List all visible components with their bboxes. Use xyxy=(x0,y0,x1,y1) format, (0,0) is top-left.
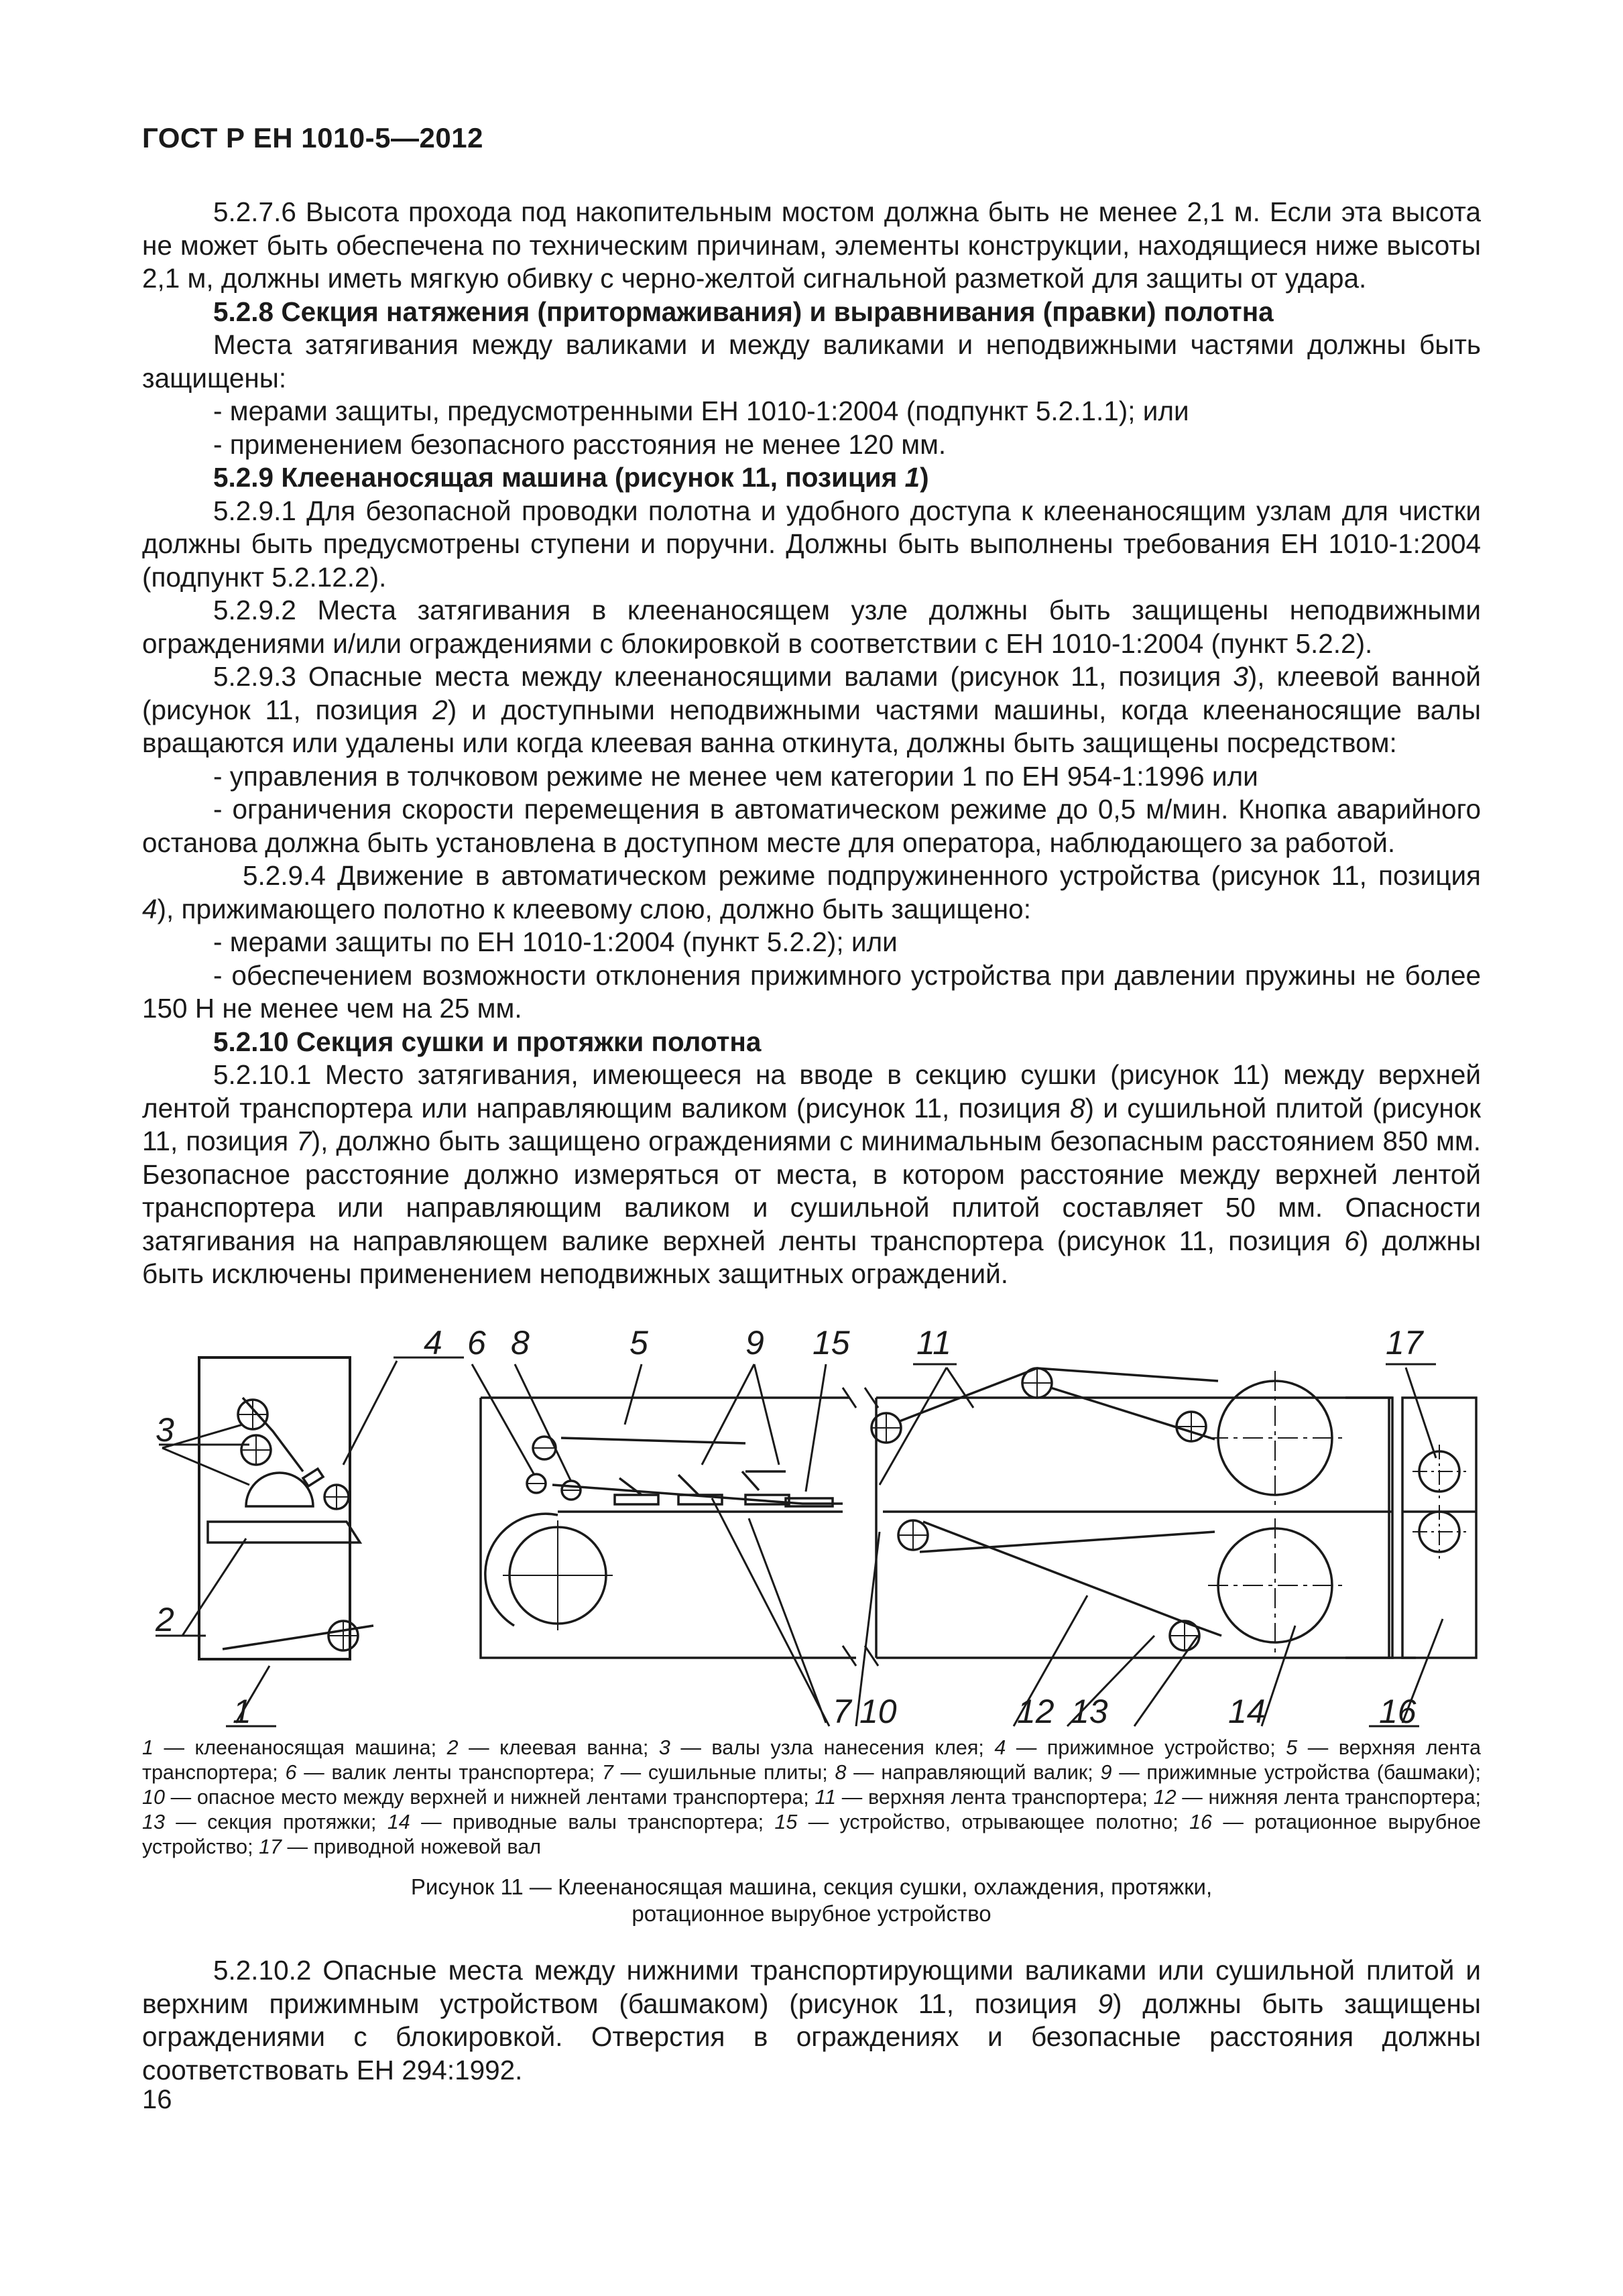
figure-legend xyxy=(142,1736,1481,1860)
page-number: 16 xyxy=(142,2085,172,2114)
legend-text: — верхняя лента транспортера; xyxy=(142,1736,1481,1784)
legend-number: 7 xyxy=(601,1761,613,1784)
legend-number: 17 xyxy=(259,1835,282,1858)
paragraph xyxy=(142,495,1481,595)
paragraph xyxy=(142,1954,1481,2087)
text-run: ) и доступными неподвижными частями машины, когда клеенаносящие валы вращаются или удалены или когда клеевая ванна откинута, должны быть защищены посредством: xyxy=(142,694,1481,758)
label-3: 3 xyxy=(156,1411,174,1449)
text-run: 5.2.9.1 Для безопасной проводки полотна и удобного доступа к клеенаносящим узлам для чистки должны быть предусмотрены ступени и поручни. Должны быть выполнены требования ЕН 1010-1:2004 (подпункт 5.2.12.2). xyxy=(142,495,1481,593)
text-run: - управления в толчковом режиме не менее чем категории 1 по ЕН 954-1:1996 или xyxy=(213,760,1258,792)
legend-text: — сушильные плиты; xyxy=(613,1761,835,1784)
paragraph xyxy=(142,328,1481,395)
paragraph xyxy=(142,428,1481,462)
label-1: 1 xyxy=(233,1693,251,1730)
text-run: ) должны быть исключены применением неподвижных защитных ограждений. xyxy=(142,1225,1481,1289)
legend-number: 8 xyxy=(835,1761,847,1784)
label-5: 5 xyxy=(629,1331,648,1362)
text-run: ) xyxy=(920,462,929,493)
legend-number: 10 xyxy=(142,1786,165,1809)
legend-number: 1 xyxy=(142,1736,154,1759)
text-run: 5.2.8 Секция натяжения (притормаживания) и выравнивания (правки) полотна xyxy=(213,296,1274,327)
figure-caption xyxy=(142,1874,1481,1927)
text-run: ) должны быть защищены ограждениями с блокировкой. Отверстия в ограждениях и безопасные расстояния должны соответствовать ЕН 294:1992. xyxy=(142,1988,1481,2086)
text-run: - обеспечением возможности отклонения прижимного устройства при давлении пружины не более 150 Н не менее чем на 25 мм. xyxy=(142,959,1481,1024)
label-11: 11 xyxy=(916,1331,951,1362)
paragraph xyxy=(142,926,1481,959)
text-run: ), прижимающего полотно к клеевому слою, должно быть защищено: xyxy=(157,893,1031,924)
paragraph xyxy=(142,461,1481,495)
caption-line-2: ротационное вырубное устройство xyxy=(632,1901,991,1926)
paragraph xyxy=(142,959,1481,1026)
legend-text: — направляющий валик; xyxy=(846,1761,1101,1784)
paragraph xyxy=(142,296,1481,329)
legend-text: — устройство, отрывающее полотно; xyxy=(797,1811,1190,1833)
legend-number: 16 xyxy=(1189,1811,1212,1833)
paragraph xyxy=(142,859,1481,926)
text-run: ), клеевой ванной (рисунок 11, позиция xyxy=(142,661,1481,725)
text-run: - мерами защиты, предусмотренными ЕН 1010-1:2004 (подпункт 5.2.1.1); или xyxy=(213,396,1189,426)
label-10: 10 xyxy=(859,1693,897,1730)
text-run: ) и сушильной плитой (рисунок 11, позиция xyxy=(142,1092,1481,1156)
text-run: 1 xyxy=(904,462,920,493)
legend-text: — нижняя лента транспортера; xyxy=(1176,1786,1481,1809)
legend-number: 5 xyxy=(1286,1736,1298,1759)
text-run: Места затягивания между валиками и между валиками и неподвижными частями должны быть защищены: xyxy=(142,329,1481,394)
text-run: ), должно быть защищено ограждениями с минимальным безопасным расстоянием 850 мм. Безопасное расстояние должно измеряться от места, в котором расстояние между верхней лентой транспортера или направляющим валиком и сушильной плитой составляет 50 мм. Опасности затягивания на направляющем валике верхней ленты транспортера (рисунок 11, позиция xyxy=(142,1126,1481,1256)
text-run: 9 xyxy=(1097,1988,1113,2019)
text-run: 3 xyxy=(1233,661,1248,692)
label-17: 17 xyxy=(1386,1331,1423,1362)
text-run: 5.2.9 Клеенаносящая машина (рисунок 11, позиция xyxy=(213,462,905,493)
text-run: 4 xyxy=(142,893,158,924)
legend-text: — прижимные устройства (башмаки); xyxy=(1111,1761,1481,1784)
text-run: 2 xyxy=(432,694,448,725)
figure-11 xyxy=(142,1331,1483,1733)
legend-number: 11 xyxy=(815,1786,837,1809)
text-run: - применением безопасного расстояния не менее 120 мм. xyxy=(213,428,947,460)
legend-number: 14 xyxy=(387,1811,410,1833)
text-run: 5.2.7.6 Высота прохода под накопительным мостом должна быть не менее 2,1 м. Если эта высота не может быть обеспечена по техническим причинам, элементы конструкции, находящиеся ниже высоты 2,1 м, должны иметь мягкую обивку с черно-желтой сигнальной разметкой для защиты от удара. xyxy=(142,196,1481,294)
label-6: 6 xyxy=(467,1331,486,1362)
text-run: - мерами защиты по ЕН 1010-1:2004 (пункт 5.2.2); или xyxy=(213,926,898,957)
label-8: 8 xyxy=(511,1331,530,1362)
legend-number: 6 xyxy=(285,1761,297,1784)
legend-number: 9 xyxy=(1100,1761,1112,1784)
legend-text: — клеенаносящая машина; xyxy=(153,1736,447,1759)
label-9: 9 xyxy=(745,1331,764,1362)
body-text xyxy=(142,196,1481,1291)
legend-text: — секция протяжки; xyxy=(164,1811,387,1833)
legend-text: — опасное место между верхней и нижней лентами транспортера; xyxy=(164,1786,815,1809)
body-text-after-figure xyxy=(142,1954,1481,2087)
label-4: 4 xyxy=(424,1331,442,1362)
paragraph xyxy=(142,660,1481,760)
text-run: 5.2.10.2 Опасные места между нижними транспортирующими валиками или сушильной плитой и верхним прижимным устройством (башмаком) (рисунок 11, позиция xyxy=(142,1955,1481,2019)
legend-text: — приводной ножевой вал xyxy=(282,1835,542,1858)
label-14: 14 xyxy=(1228,1693,1266,1730)
label-12: 12 xyxy=(1017,1693,1055,1730)
text-run: 5.2.9.3 Опасные места между клеенаносящими валами (рисунок 11, позиция xyxy=(213,661,1234,692)
legend-text: — приводные валы транспортера; xyxy=(410,1811,775,1833)
text-run: 5.2.9.4 Движение в автоматическом режиме подпружиненного устройства (рисунок 11, позиция xyxy=(243,860,1481,891)
text-run: 5.2.9.2 Места затягивания в клеенаносящем узле должны быть защищены неподвижными ограждениями и/или ограждениями с блокировкой в соответствии с ЕН 1010-1:2004 (пункт 5.2.2). xyxy=(142,595,1481,659)
label-16: 16 xyxy=(1379,1693,1417,1730)
document-header: ГОСТ Р ЕН 1010-5—2012 xyxy=(142,122,483,154)
label-2: 2 xyxy=(156,1601,174,1638)
legend-text: — клеевая ванна; xyxy=(458,1736,659,1759)
machine-diagram xyxy=(142,1331,1483,1733)
paragraph xyxy=(142,1026,1481,1059)
paragraph xyxy=(142,196,1481,296)
legend-number: 12 xyxy=(1153,1786,1177,1809)
text-run: 8 xyxy=(1069,1092,1085,1124)
paragraph xyxy=(142,760,1481,794)
legend-text: — прижимное устройство; xyxy=(1006,1736,1286,1759)
legend-number: 15 xyxy=(774,1811,798,1833)
text-run: 6 xyxy=(1344,1225,1360,1256)
paragraph xyxy=(142,395,1481,428)
legend-text: — валик ленты транспортера; xyxy=(296,1761,602,1784)
legend-text: — валы узла нанесения клея; xyxy=(670,1736,995,1759)
label-13: 13 xyxy=(1071,1693,1108,1730)
label-15: 15 xyxy=(813,1331,850,1362)
paragraph xyxy=(142,1059,1481,1291)
paragraph xyxy=(142,594,1481,660)
label-7: 7 xyxy=(833,1693,851,1730)
legend-text: — верхняя лента транспортера; xyxy=(836,1786,1154,1809)
text-run: - ограничения скорости перемещения в автоматическом режиме до 0,5 м/мин. Кнопка аварийного останова должна быть установлена в доступном месте для оператора, наблюдающего за работой. xyxy=(142,794,1481,858)
text-run: 7 xyxy=(296,1126,312,1156)
text-run: 5.2.10 Секция сушки и протяжки полотна xyxy=(213,1026,762,1057)
legend-number: 2 xyxy=(446,1736,459,1759)
legend-number: 3 xyxy=(658,1736,670,1759)
legend-number: 4 xyxy=(994,1736,1006,1759)
legend-number: 13 xyxy=(142,1811,165,1833)
paragraph xyxy=(142,793,1481,859)
text-run: 5.2.10.1 Место затягивания, имеющееся на вводе в секцию сушки (рисунок 11) между верхней лентой транспортера или направляющим валиком (рисунок 11, позиция xyxy=(142,1059,1481,1124)
caption-line-1: Рисунок 11 — Клеенаносящая машина, секция сушки, охлаждения, протяжки, xyxy=(410,1874,1213,1899)
legend-text: — ротационное вырубное устройство; xyxy=(142,1811,1481,1858)
